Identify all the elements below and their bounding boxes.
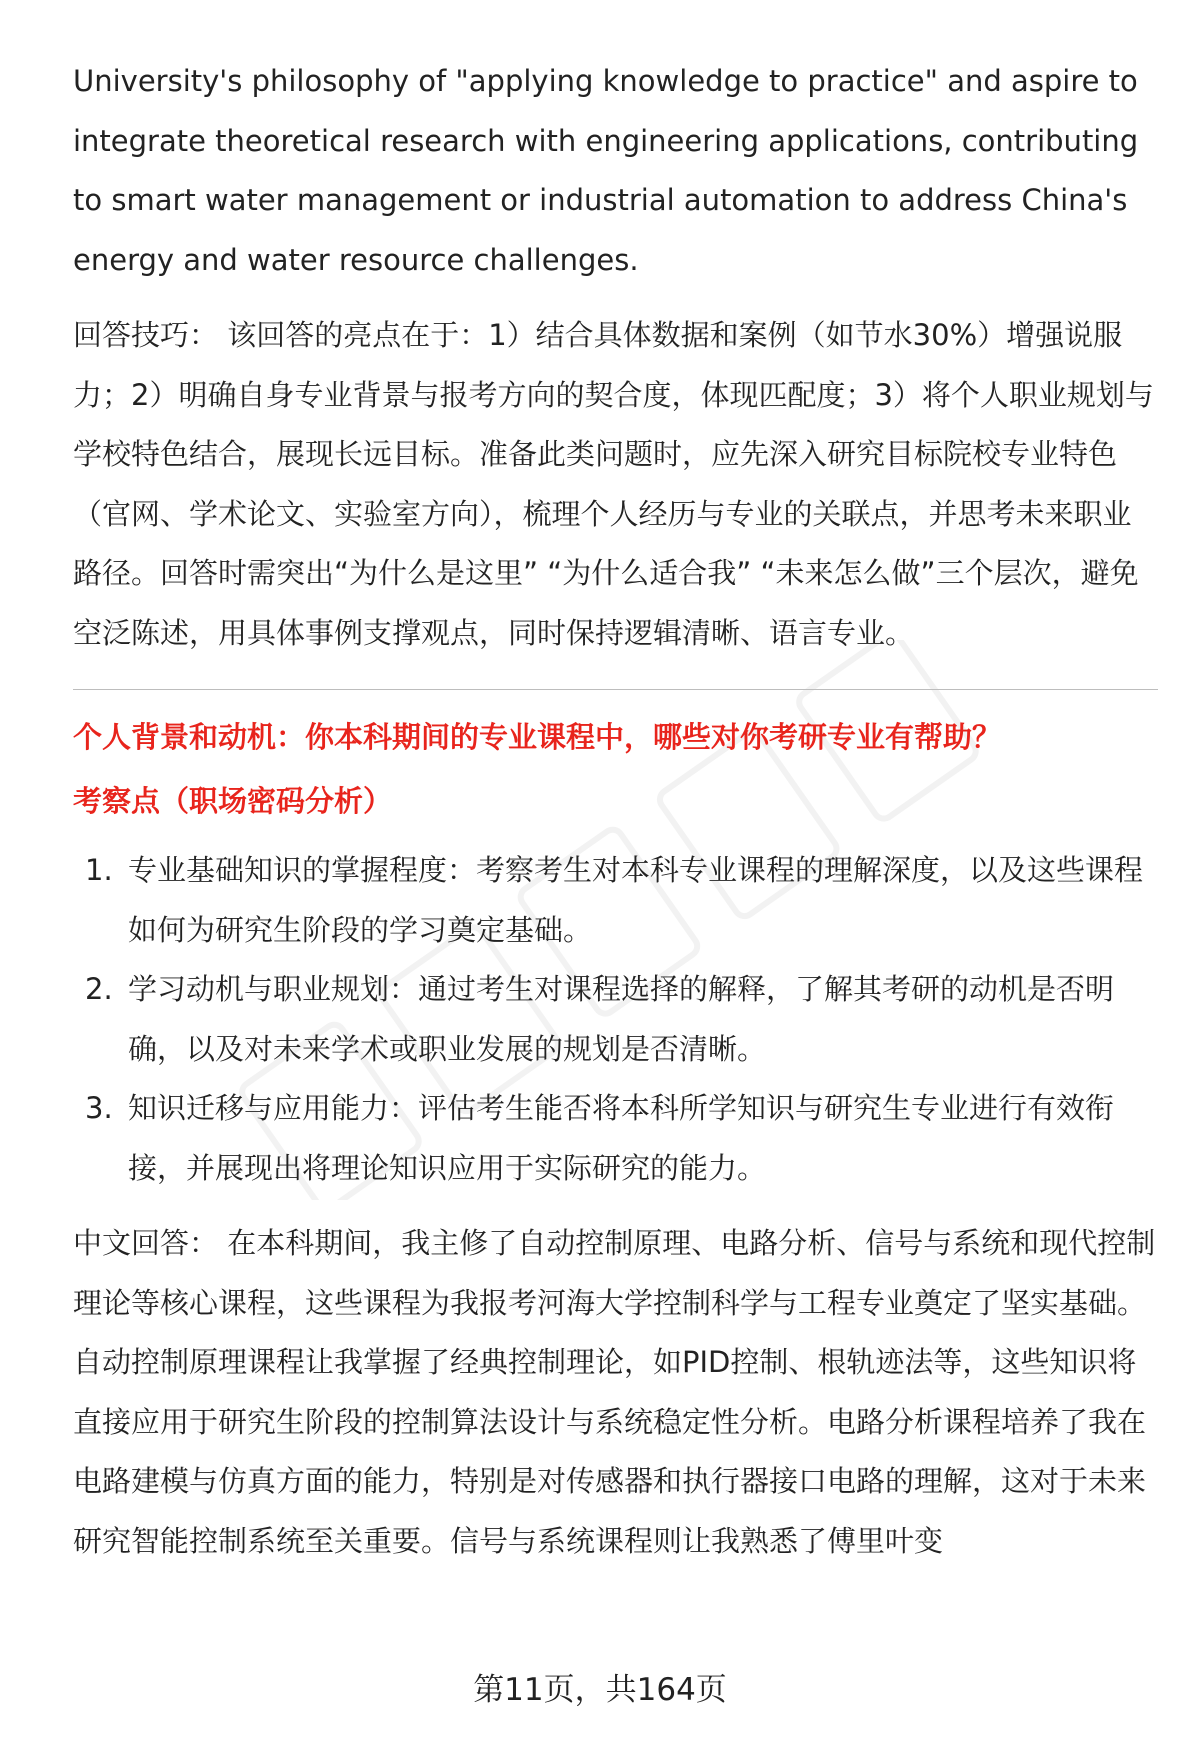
document-body (73, 52, 1158, 1571)
assessment-list (73, 841, 1158, 1198)
intro-paragraph: University's philosophy of "applying knowledge to practice" and aspire to integrate theoretical research with engineering applications, contributing to smart water management or industrial automation to address China's energy and water resource challenges. (73, 64, 1139, 277)
chinese-answer-label: 中文回答： (73, 1226, 219, 1260)
list-item (73, 841, 1158, 960)
list-item-text: 知识迁移与应用能力：评估考生能否将本科所学知识与研究生专业进行有效衔接，并展现出将理论知识应用于实际研究的能力。 (128, 1091, 1115, 1185)
page-number-footer: 第11页，共164页 (473, 1672, 727, 1708)
tips-paragraph (73, 306, 1158, 663)
assessment-heading: 考察点（职场密码分析） (73, 784, 393, 818)
chinese-answer-paragraph (73, 1214, 1158, 1571)
list-item-number: 3. (85, 1091, 113, 1125)
tips-label: 回答技巧： (73, 318, 219, 352)
chinese-answer-text: 在本科期间，我主修了自动控制原理、电路分析、信号与系统和现代控制理论等核心课程，这些课程为我报考河海大学控制科学与工程专业奠定了坚实基础。自动控制原理课程让我掌握了经典控制理论，如PID控制、根轨迹法等，这些知识将直接应用于研究生阶段的控制算法设计与系统稳定性分析。电路分析课程培养了我在电路建模与仿真方面的能力，特别是对传感器和执行器接口电路的理解，这对于未来研究智能控制系统至关重要。信号与系统课程则让我熟悉了傅里叶变 (73, 1226, 1156, 1558)
tips-text: 该回答的亮点在于：1）结合具体数据和案例（如节水30%）增强说服力；2）明确自身专业背景与报考方向的契合度，体现匹配度；3）将个人职业规划与学校特色结合，展现长远目标。准备此类问题时，应先深入研究目标院校专业特色（官网、学术论文、实验室方向），梳理个人经历与专业的关联点，并思考未来职业路径。回答时需突出“为什么是这里” “为什么适合我” “未来怎么做”三个层次，避免空泛陈述，用具体事例支撑观点，同时保持逻辑清晰、语言专业。 (73, 318, 1154, 650)
list-item (73, 960, 1158, 1079)
list-item-number: 1. (85, 853, 113, 887)
list-item (73, 1079, 1158, 1198)
question-heading: 个人背景和动机：你本科期间的专业课程中，哪些对你考研专业有帮助？ (73, 720, 1002, 754)
list-item-number: 2. (85, 972, 113, 1006)
list-item-text: 学习动机与职业规划：通过考生对课程选择的解释，了解其考研的动机是否明确，以及对未来学术或职业发展的规划是否清晰。 (128, 972, 1115, 1066)
list-item-text: 专业基础知识的掌握程度：考察考生对本科专业课程的理解深度，以及这些课程如何为研究生阶段的学习奠定基础。 (128, 853, 1144, 947)
